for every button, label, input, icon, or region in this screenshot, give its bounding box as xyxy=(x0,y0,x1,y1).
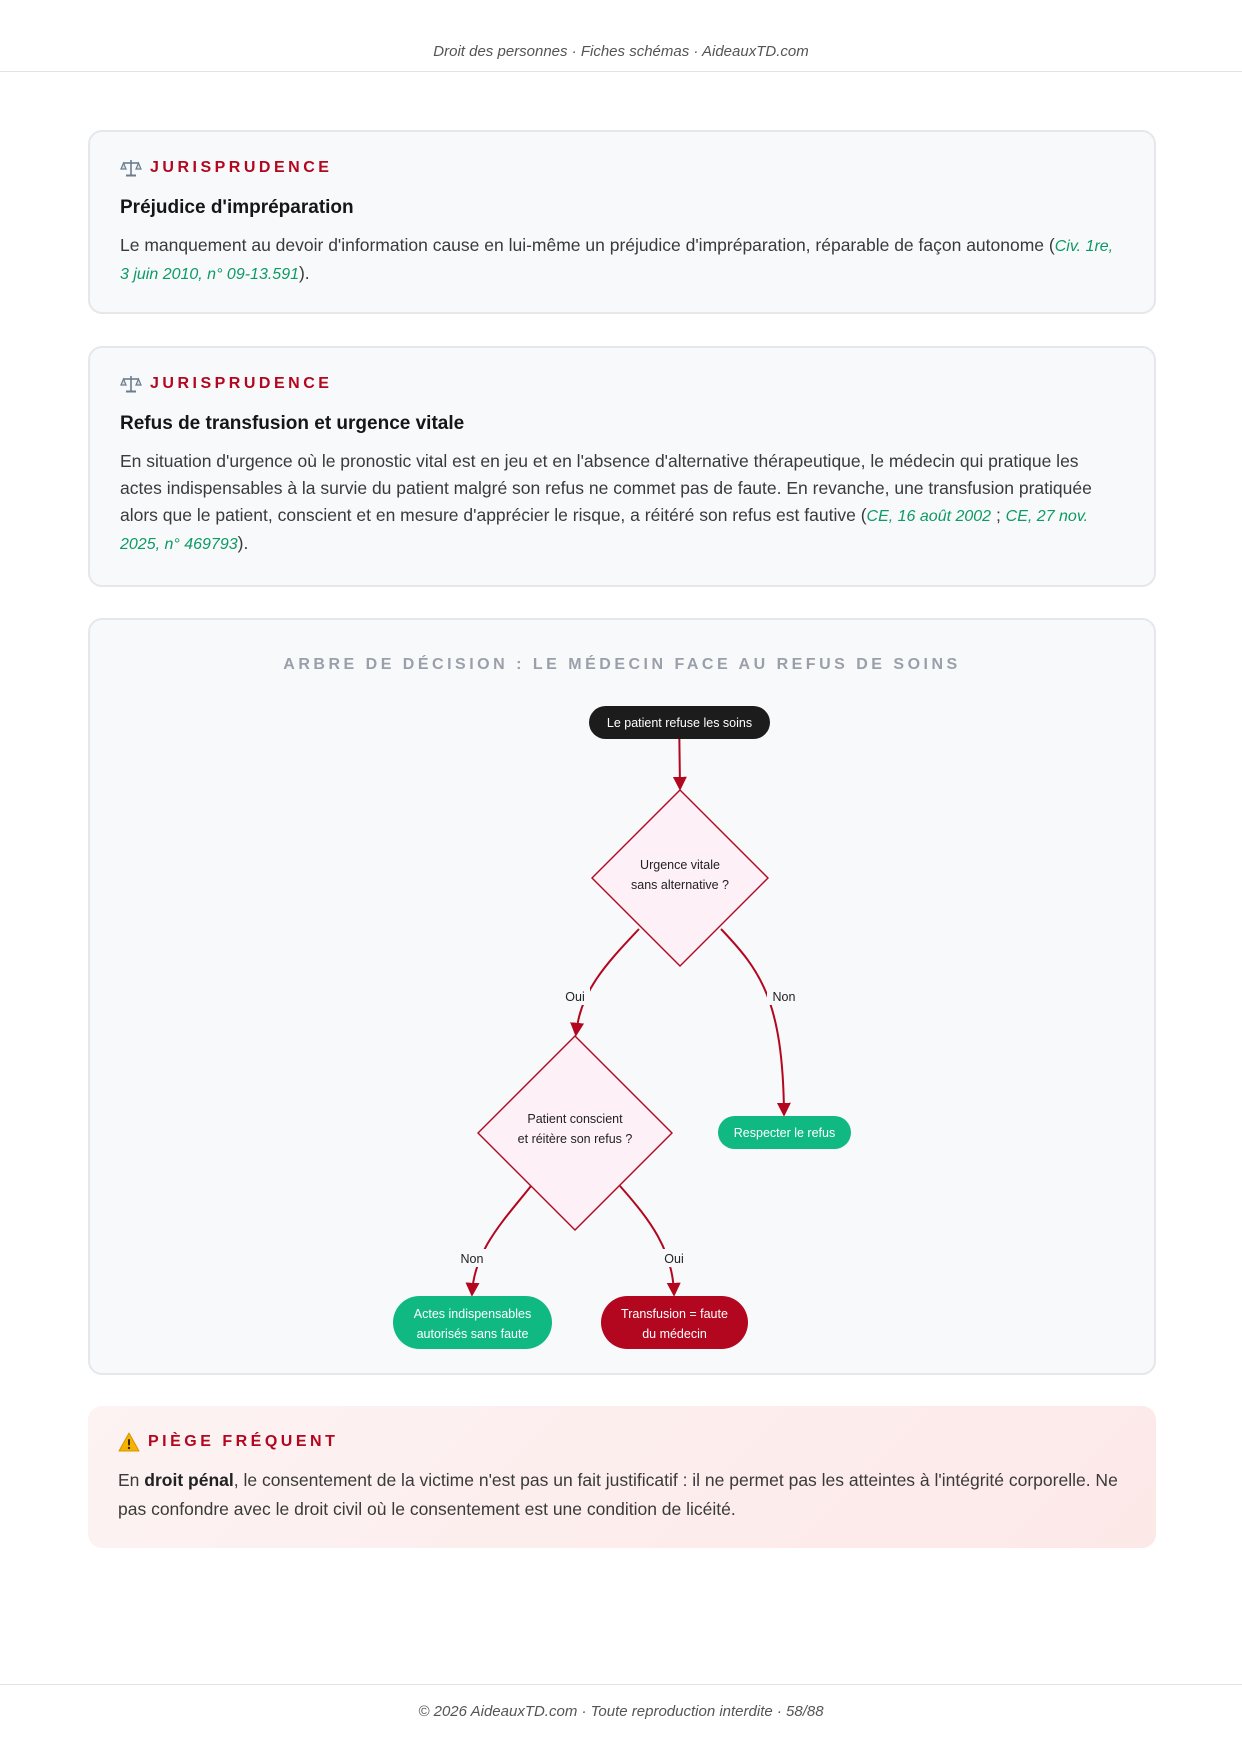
page-footer xyxy=(0,1684,1242,1754)
footer-text: © 2026 AideauxTD.com · Toute reproduction interdite · 58/88 xyxy=(418,1703,824,1720)
outcome-faute-line1: Transfusion = faute xyxy=(621,1307,728,1321)
header-text: Droit des personnes · Fiches schémas · AideauxTD.com xyxy=(433,43,809,60)
edge-label-oui-1: Oui xyxy=(565,990,585,1004)
citation-1: CE, 16 août 2002 xyxy=(866,508,992,525)
edge-oui-2 xyxy=(620,1186,674,1294)
edge-label-oui-2: Oui xyxy=(664,1252,684,1266)
case-text: Le manquement au devoir d'information cause en lui-même un préjudice d'impréparation, réparable de façon autonome (Civ. 1re, 3 juin 2010, n° 09-13.591). xyxy=(120,235,1114,283)
jurisprudence-card-1 xyxy=(88,130,1156,314)
decision-tree-card xyxy=(88,618,1156,1375)
outcome-actes-line2: autorisés sans faute xyxy=(416,1327,529,1341)
warning-icon xyxy=(118,1432,140,1452)
case-title: Préjudice d'impréparation xyxy=(120,197,354,218)
case-text: En situation d'urgence où le pronostic vital est en jeu et en l'absence d'alternative thérapeutique, le médecin qui pratique les actes indispensables à la survie du patient malgré son refus ne commet pas de faute. En revanche, une transfusion pratiquée alors que le patient, conscient et en mesure d'apprécier le risque, a réitéré son refus est fautive (CE, 16 août 2002 ; CE, 27 nov. 2025, n° 469793). xyxy=(120,451,1092,553)
diagram-title: ARBRE DE DÉCISION : LE MÉDECIN FACE AU REFUS DE SOINS xyxy=(283,656,961,673)
outcome-faute-medecin xyxy=(601,1296,748,1349)
tag-label: JURISPRUDENCE xyxy=(150,375,333,392)
outcome-respecter-label: Respecter le refus xyxy=(733,1126,836,1140)
outcome-actes-line1: Actes indispensables xyxy=(413,1307,532,1321)
citation-2: CE, 27 nov. 2025, n° 469793 xyxy=(120,508,1089,553)
decision2-line1: Patient conscient xyxy=(527,1112,623,1126)
edge-label-non-2: Non xyxy=(460,1252,484,1266)
card-tag xyxy=(120,374,1124,394)
decision2-line2: et réitère son refus ? xyxy=(517,1132,633,1146)
piege-frequent-card xyxy=(88,1406,1156,1548)
case-title: Refus de transfusion et urgence vitale xyxy=(120,413,465,434)
edge-non-1 xyxy=(721,929,784,1114)
tag-label: JURISPRUDENCE xyxy=(150,159,333,176)
edge-label-non-1: Non xyxy=(772,990,796,1004)
jurisprudence-card-2 xyxy=(88,346,1156,587)
edge-oui-1 xyxy=(576,929,639,1034)
decision1-line1: Urgence vitale xyxy=(640,858,720,872)
warning-bold: droit pénal xyxy=(144,1470,234,1490)
citation: Civ. 1re, 3 juin 2010, n° 09-13.591 xyxy=(120,238,1114,283)
tag-label: PIÈGE FRÉQUENT xyxy=(148,1433,339,1450)
decision1-line2: sans alternative ? xyxy=(631,878,729,892)
edge-non-2 xyxy=(472,1186,531,1294)
outcome-faute-line2: du médecin xyxy=(642,1327,707,1341)
warning-text: En droit pénal, le consentement de la victime n'est pas un fait justificatif : il ne permet pas les atteintes à l'intégrité corporelle. Ne pas confondre avec le droit civil où le consentement est une condition de licéité. xyxy=(118,1470,1118,1519)
scales-icon xyxy=(120,158,142,178)
card-tag xyxy=(120,158,1124,178)
decision-tree xyxy=(90,620,1154,1373)
scales-icon xyxy=(120,374,142,394)
card-tag xyxy=(118,1432,1126,1452)
outcome-actes-indispensables xyxy=(393,1296,552,1349)
page-header xyxy=(0,0,1242,72)
start-node-label: Le patient refuse les soins xyxy=(606,716,753,730)
